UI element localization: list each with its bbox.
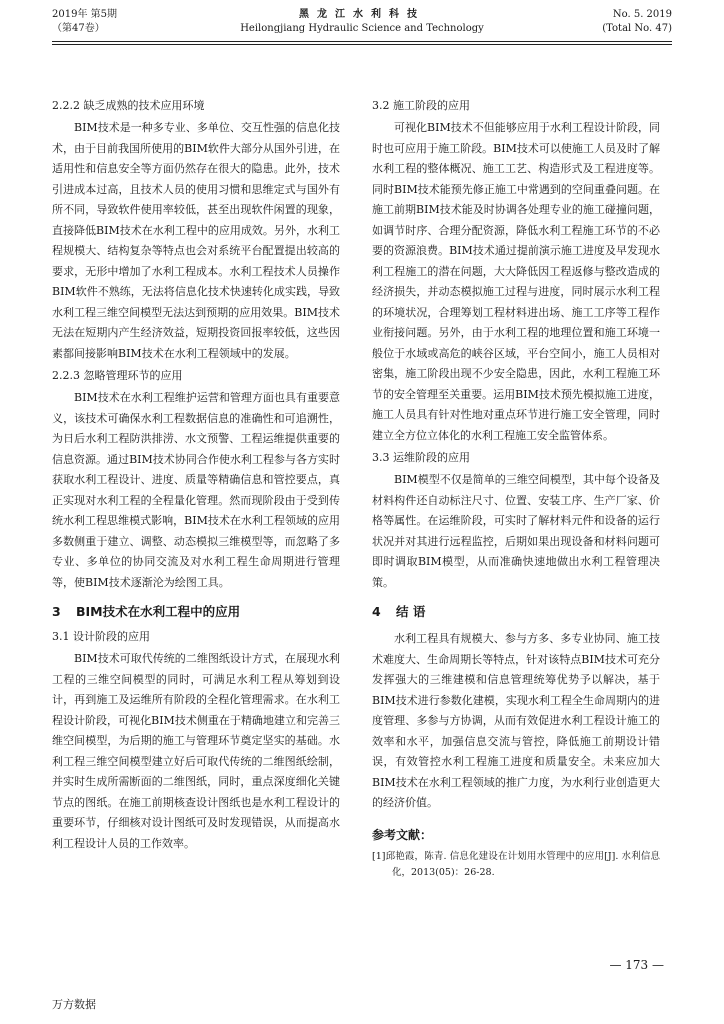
paragraph: BIM模型不仅是简单的三维空间模型，其中每个设备及材料构件还自动标注尺寸、位置、安装工序、生产厂家、价格等属性。在运维阶段，可实时了解材料元件和设备的运行状况并对其进行远程监控，后期如果出现设备和材料问题可即时调取BIM模型，从而准确快速地做出水利工程管理决策。 [372,473,660,589]
paragraph: 水利工程具有规模大、参与方多、多专业协同、施工技术难度大、生命周期长等特点，针对该特点BIM技术可充分发挥强大的三维建模和信息管理统筹优势予以解决，基于BIM技术进行参数化建模，实现水利工程全生命周期内的进度管理、多参与方协调，从而有效促进水利工程设计施工的效率和水平，加强信息交流与管控，降低施工前期设计错误，有效管控水利工程施工进度和质量安全。未来应加大BIM技术在水利工程领域的推广力度，为水利行业创造更大的经济价值。 [372,632,660,809]
reference-item: [1]邱艳霞，陈青. 信息化建设在计划用水管理中的应用[J]. 水利信息化，2013(05)：26-28. [372,850,660,878]
header-rule-top [52,41,672,42]
paragraph: BIM技术在水利工程维护运营和管理方面也具有重要意义，该技术可确保水利工程数据信息的准确性和可追溯性，为日后水利工程防洪排涝、水文预警、工程运维提供重要的信息资源。通过BIM技术协同合作使水利工程参与各方实时获取水利工程设计、进度、质量等精确信息和管控要点，真正实现对水利工程的全程量化管理。然而现阶段由于受到传统水利工程思维模式影响，BIM技术在水利工程领域的应用多数侧重于建立、调整、动态模拟三维模型等，而忽略了多专业、多单位的协同交流及对水利工程生命周期进行管理等，使BIM技术逐渐沦为绘图工具。 [52,391,340,589]
journal-title-en: Heilongjiang Hydraulic Science and Technology [240,23,484,34]
heading-3-2: 3.2 施工阶段的应用 [372,99,470,112]
page-header [52,8,672,48]
header-issue [52,8,117,36]
journal-title [232,8,492,36]
references-title: 参考文献： [372,827,433,842]
heading-section-4 [372,603,660,621]
left-column [52,98,340,858]
heading-3-1: 3.1 设计阶段的应用 [52,630,150,643]
paragraph: BIM技术是一种多专业、多单位、交互性强的信息化技术，由于目前我国所使用的BIM软件大部分从国外引进，在适用性和信息安全等方面仍然存在很大的隐患。此外，技术引进成本过高，且技术人员的使用习惯和思维定式与国外有所不同，导致软件使用率较低，甚至出现软件闲置的现象，直接降低BIM技术在水利工程中的应用成效。另外，水利工程规模大、结构复杂等特点也会对系统平台配置提出较高的要求，无形中增加了水利工程成本。水利工程技术人员操作BIM软件不熟练，无法将信息化技术快速转化成实践，导致水利工程三维空间模型无法达到预期的应用效果。BIM技术无法在短期内产生经济效益，短期投资回报率较低，这些因素都间接影响BIM技术在水利工程领域中的发展。 [52,121,340,360]
heading-2-2-3: 2.2.3 忽略管理环节的应用 [52,369,183,382]
header-rule-bottom [52,44,672,45]
section-number: 4 [372,604,381,619]
header-year-issue: 2019年 第5期 [52,9,117,20]
section-number: 3 [52,604,61,619]
header-no: No. 5. 2019 [612,9,672,20]
paragraph: 可视化BIM技术不但能够应用于水利工程设计阶段，同时也可应用于施工阶段。BIM技术可以使施工人员及时了解水利工程的整体概况、施工工艺、构造形式及工程进度等。同时BIM技术能预先修正施工中常遇到的空间重叠问题。在施工前期BIM技术能及时协调各处理专业的施工碰撞问题，如调节时序、合理分配资源，降低水利工程施工环节的不必要的资源浪费。BIM技术通过提前演示施工进度及早发现水利工程施工的潜在问题，大大降低因工程返修与整改造成的经济损失，并动态模拟施工过程与进度，同时展示水利工程的环境状况，合理筹划工程材料进出场、施工工序等工程作业衔接问题。另外，由于水利工程的地理位置和施工环境一般位于水域或高危的峡谷区域，平台空间小，施工人员相对密集，施工阶段出现不少安全隐患，因此，水利工程施工环节的安全管理至关重要。运用BIM技术预先模拟施工进度，施工人员具有针对性地对重点环节进行施工安全管理，同时建立全方位立体化的水利工程施工安全监管体系。 [372,121,660,442]
right-column [372,98,660,881]
journal-title-cn: 黑龙江水利科技 [299,9,425,20]
section-title: 结 语 [396,604,426,619]
heading-3-3: 3.3 运维阶段的应用 [372,451,470,464]
header-number [602,8,672,36]
section-title: BIM技术在水利工程中的应用 [76,604,241,619]
heading-2-2-2: 2.2.2 缺乏成熟的技术应用环境 [52,99,205,112]
paragraph: BIM技术可取代传统的二维图纸设计方式，在展现水利工程的三维空间模型的同时，可满足水利工程从筹划到设计，再到施工及运维所有阶段的全程化管理需求。在水利工程设计阶段，可视化BIM技术侧重在于精确地建立和完善三维空间模型，为后期的施工与管理环节奠定坚实的基础。水利工程三维空间模型建立好后可取代传统的二维图纸绘制，并实时生成所需断面的二维图纸，同时，重点深度细化关键节点的图纸。在施工前期核查设计图纸也是水利工程设计的重要环节，仔细核对设计图纸可及时发现错误，从而提高水利工程设计人员的工作效率。 [52,652,340,850]
header-volume: （第47卷） [52,23,105,34]
heading-section-3 [52,603,340,621]
page-number: — 173 — [609,958,664,972]
header-total-no: (Total No. 47) [602,23,672,34]
footer-watermark: 万方数据 [52,998,96,1011]
